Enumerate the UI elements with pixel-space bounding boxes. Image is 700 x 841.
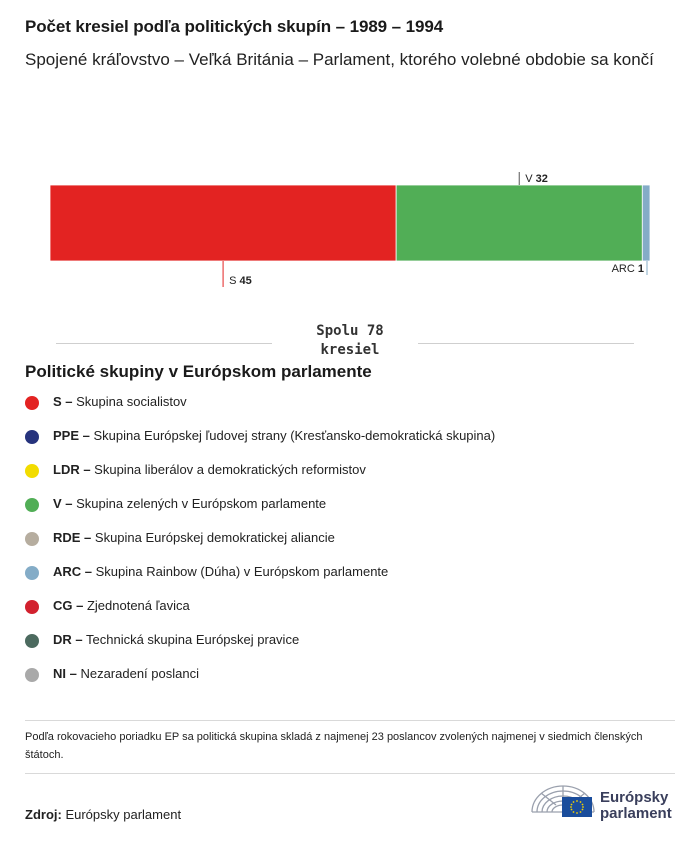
bar-data-label: S 45 [229,275,252,287]
total-divider-left [56,343,272,344]
parliament-hemicycle-icon [528,782,598,822]
legend-text: Skupina Európskej ľudovej strany (Kresťansko-demokratická skupina) [89,428,496,443]
legend-dot-icon [25,498,39,512]
total-seats-line2: kresiel [320,342,380,358]
chart-title: Počet kresiel podľa politických skupín – 1989 – 1994 [25,17,444,36]
legend-text: Skupina Rainbow (Dúha) v Európskom parlamente [92,564,389,579]
legend-label [53,597,190,615]
legend-label [53,563,388,581]
chart-subtitle: Spojené kráľovstvo – Veľká Británia – Parlament, ktorého volebné obdobie sa končí [25,50,654,69]
legend-dot-icon [25,668,39,682]
legend-text: Skupina zelených v Európskom parlamente [72,496,327,511]
bar-data-label: ARC 1 [611,263,644,275]
legend-text: Skupina socialistov [72,394,187,409]
legend-label [53,393,187,411]
logo-line1: Európsky [600,789,669,806]
total-seats-line1: Spolu 78 [316,323,384,339]
legend-abbr: CG – [53,598,84,613]
legend-dot-icon [25,600,39,614]
european-parliament-logo [528,782,678,822]
divider [25,773,675,774]
legend-dot-icon [25,430,39,444]
logo-text [600,790,672,822]
bar-segment-s [50,185,396,261]
logo-line2: parlament [600,805,672,822]
legend-text: Skupina Európskej demokratickej aliancie [91,530,335,545]
legend-text: Technická skupina Európskej pravice [82,632,300,647]
legend-label [53,427,495,445]
legend-label [53,461,366,479]
legend-label [53,631,299,649]
source-value: Európsky parlament [65,807,182,822]
legend-abbr: V – [53,496,73,511]
legend-dot-icon [25,634,39,648]
eu-flag-icon [562,797,592,817]
legend-abbr: RDE – [53,530,92,545]
legend-abbr: ARC – [53,564,93,579]
legend-dot-icon [25,396,39,410]
legend-abbr: S – [53,394,73,409]
legend-title: Politické skupiny v Európskom parlamente [25,362,372,381]
bar-segment-v [396,185,642,261]
legend-text: Zjednotená ľavica [83,598,190,613]
legend-text: Nezaradení poslanci [76,666,199,681]
legend-dot-icon [25,566,39,580]
legend-label [53,529,335,547]
bar-data-label: V 32 [525,173,548,185]
legend-dot-icon [25,464,39,478]
total-divider-right [418,343,634,344]
legend-label [53,495,326,513]
source-label: Zdroj: [25,807,62,822]
legend-abbr: LDR – [53,462,91,477]
footnote: Podľa rokovacieho poriadku EP sa politická skupina skladá z najmenej 23 poslancov zvolených najmenej v siedmich členských štátoch. [25,731,643,761]
stacked-bar-chart [0,160,700,300]
legend-abbr: DR – [53,632,83,647]
legend-label [53,665,199,683]
divider [25,720,675,721]
total-seats-label [290,322,410,360]
source [25,807,181,822]
legend-abbr: PPE – [53,428,90,443]
legend-text: Skupina liberálov a demokratických reformistov [90,462,366,477]
legend-abbr: NI – [53,666,77,681]
bar-segment-arc [642,185,650,261]
legend-dot-icon [25,532,39,546]
